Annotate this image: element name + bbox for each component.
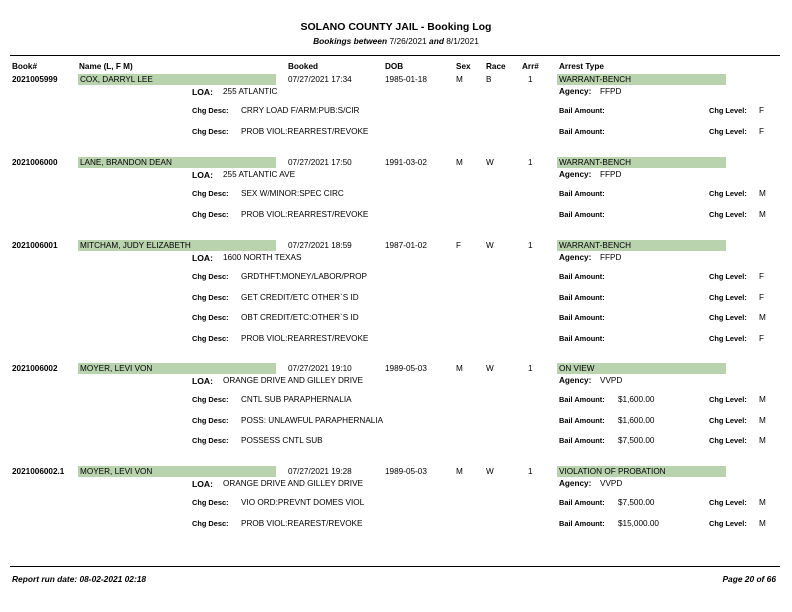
sex: F (456, 241, 462, 250)
bail-amount-label: Bail Amount: (559, 272, 605, 281)
chg-desc-value: CNTL SUB PARAPHERNALIA (241, 395, 352, 404)
loa-value: 255 ATLANTIC (223, 87, 278, 96)
agency-value: FFPD (600, 87, 622, 96)
chg-desc-value: GRDTHFT:MONEY/LABOR/PROP (241, 272, 368, 281)
agency-value: FFPD (600, 170, 622, 179)
chg-level-value: M (759, 395, 766, 404)
chg-level-value: M (759, 415, 766, 425)
arrest-number: 1 (528, 158, 533, 167)
bail-amount-label: Bail Amount: (559, 498, 605, 507)
chg-desc-value: VIO ORD:PREVNT DOMES VIOL (241, 498, 365, 507)
header-divider (10, 55, 780, 56)
sex: M (456, 75, 463, 84)
chg-desc-label: Chg Desc: (192, 292, 229, 302)
agency-label: Agency: (559, 170, 592, 179)
bail-amount-value: $7,500.00 (618, 436, 655, 445)
race: W (486, 158, 494, 167)
loa-label: LOA: (192, 376, 214, 386)
chg-desc-label: Chg Desc: (192, 209, 229, 219)
loa-value: 1600 NORTH TEXAS (223, 253, 302, 262)
column-header-sex: Sex (456, 62, 471, 71)
chg-level-value: F (759, 126, 765, 136)
bail-amount-label: Bail Amount: (559, 106, 605, 115)
chg-level-value: M (759, 313, 766, 322)
footer-divider (10, 566, 780, 567)
bail-amount-label: Bail Amount: (559, 395, 605, 404)
chg-level-value: M (759, 436, 766, 445)
chg-level-label: Chg Level: (709, 106, 747, 115)
inmate-name: COX, DARRYL LEE (80, 75, 153, 84)
loa-label: LOA: (192, 253, 214, 263)
column-header-arr: Arr# (522, 62, 539, 71)
agency-label: Agency: (559, 376, 592, 385)
bail-amount-label: Bail Amount: (559, 436, 605, 445)
agency-label: Agency: (559, 479, 592, 488)
chg-level-value: F (759, 106, 765, 115)
chg-desc-label: Chg Desc: (192, 436, 229, 445)
book-number: 2021006002.1 (12, 467, 65, 476)
bail-amount-value: $1,600.00 (618, 415, 655, 425)
column-header-book: Book# (12, 62, 38, 71)
date-of-birth: 1987-01-02 (385, 241, 427, 250)
chg-desc-label: Chg Desc: (192, 415, 229, 425)
column-header-race: Race (486, 62, 506, 71)
chg-desc-label: Chg Desc: (192, 313, 229, 322)
booked-datetime: 07/27/2021 19:10 (288, 364, 352, 373)
start-date: 7/26/2021 (389, 36, 427, 46)
chg-desc-value: POSSESS CNTL SUB (241, 436, 323, 445)
chg-desc-label: Chg Desc: (192, 518, 229, 528)
chg-desc-label: Chg Desc: (192, 333, 229, 343)
chg-desc-value: POSS: UNLAWFUL PARAPHERNALIA (241, 415, 384, 425)
bail-amount-label: Bail Amount: (559, 292, 605, 302)
bail-amount-label: Bail Amount: (559, 415, 605, 425)
bail-amount-label: Bail Amount: (559, 189, 605, 198)
chg-desc-label: Chg Desc: (192, 498, 229, 507)
race: W (486, 364, 494, 373)
chg-level-label: Chg Level: (709, 272, 747, 281)
chg-desc-label: Chg Desc: (192, 126, 229, 136)
arrest-type: VIOLATION OF PROBATION (559, 467, 666, 476)
bail-amount-label: Bail Amount: (559, 126, 605, 136)
arrest-number: 1 (528, 75, 533, 84)
column-header-dob: DOB (385, 62, 404, 71)
bail-amount-label: Bail Amount: (559, 209, 605, 219)
inmate-name: MOYER, LEVI VON (80, 467, 153, 476)
race: W (486, 467, 494, 476)
book-number: 2021006002 (12, 364, 58, 373)
bail-amount-value: $7,500.00 (618, 498, 655, 507)
book-number: 2021006000 (12, 158, 58, 167)
arrest-type: WARRANT-BENCH (559, 241, 632, 250)
sex: M (456, 364, 463, 373)
agency-label: Agency: (559, 253, 592, 262)
chg-level-label: Chg Level: (709, 415, 747, 425)
booked-datetime: 07/27/2021 17:34 (288, 75, 352, 84)
chg-level-value: M (759, 209, 766, 219)
bail-amount-value: $15,000.00 (618, 518, 659, 528)
chg-desc-label: Chg Desc: (192, 189, 229, 198)
booking-record (0, 73, 792, 153)
agency-value: VVPD (600, 479, 623, 488)
loa-value: 255 ATLANTIC AVE (223, 170, 296, 179)
booked-datetime: 07/27/2021 19:28 (288, 467, 352, 476)
chg-level-label: Chg Level: (709, 518, 747, 528)
race: W (486, 241, 494, 250)
bookings-between-label: Bookings between (313, 36, 388, 46)
chg-desc-value: PROB VIOL:REARREST/REVOKE (241, 209, 369, 219)
loa-value: ORANGE DRIVE AND GILLEY DRIVE (223, 376, 363, 385)
inmate-name: MITCHAM, JUDY ELIZABETH (80, 241, 191, 250)
arrest-type: WARRANT-BENCH (559, 158, 632, 167)
chg-level-label: Chg Level: (709, 333, 747, 343)
loa-label: LOA: (192, 170, 214, 180)
chg-level-value: F (759, 272, 765, 281)
date-of-birth: 1991-03-02 (385, 158, 427, 167)
chg-level-value: M (759, 189, 766, 198)
chg-desc-value: OBT CREDIT/ETC:OTHER`S ID (241, 313, 359, 322)
loa-value: ORANGE DRIVE AND GILLEY DRIVE (223, 479, 363, 488)
column-header-arrest-type: Arrest Type (559, 62, 604, 71)
chg-desc-value: PROB VIOL:REARREST/REVOKE (241, 126, 369, 136)
arrest-type: ON VIEW (559, 364, 595, 373)
bail-amount-label: Bail Amount: (559, 518, 605, 528)
bail-amount-label: Bail Amount: (559, 333, 605, 343)
chg-level-label: Chg Level: (709, 498, 747, 507)
book-number: 2021006001 (12, 241, 58, 250)
agency-label: Agency: (559, 87, 592, 96)
chg-level-label: Chg Level: (709, 292, 747, 302)
bail-amount-label: Bail Amount: (559, 313, 605, 322)
column-header-name: Name (L, F M) (79, 62, 133, 71)
booking-record (0, 362, 792, 445)
booked-datetime: 07/27/2021 17:50 (288, 158, 352, 167)
page-number: Page 20 of 66 (722, 574, 776, 584)
agency-value: VVPD (600, 376, 623, 385)
chg-level-value: F (759, 292, 765, 302)
chg-level-label: Chg Level: (709, 436, 747, 445)
date-of-birth: 1989-05-03 (385, 467, 427, 476)
chg-desc-label: Chg Desc: (192, 272, 229, 281)
report-title: SOLANO COUNTY JAIL - Booking Log (300, 21, 492, 33)
sex: M (456, 158, 463, 167)
chg-desc-label: Chg Desc: (192, 106, 229, 115)
chg-level-label: Chg Level: (709, 189, 747, 198)
inmate-name: MOYER, LEVI VON (80, 364, 153, 373)
chg-desc-value: PROB VIOL:REAREST/REVOKE (241, 518, 363, 528)
chg-desc-value: PROB VIOL:REARREST/REVOKE (241, 333, 369, 343)
bail-amount-value: $1,600.00 (618, 395, 655, 404)
chg-level-label: Chg Level: (709, 126, 747, 136)
end-date: 8/1/2021 (446, 36, 479, 46)
arrest-number: 1 (528, 241, 533, 250)
chg-desc-value: CRRY LOAD F/ARM:PUB:S/CIR (241, 106, 360, 115)
chg-desc-label: Chg Desc: (192, 395, 229, 404)
arrest-number: 1 (528, 364, 533, 373)
report-date-range (0, 36, 792, 46)
arrest-number: 1 (528, 467, 533, 476)
booking-record (0, 156, 792, 236)
date-of-birth: 1985-01-18 (385, 75, 427, 84)
book-number: 2021005999 (12, 75, 58, 84)
agency-value: FFPD (600, 253, 622, 262)
chg-desc-value: GET CREDIT/ETC OTHER`S ID (241, 292, 359, 302)
chg-desc-value: SEX W/MINOR:SPEC CIRC (241, 189, 344, 198)
inmate-name: LANE, BRANDON DEAN (80, 158, 172, 167)
booking-record (0, 239, 792, 343)
sex: M (456, 467, 463, 476)
chg-level-label: Chg Level: (709, 313, 747, 322)
loa-label: LOA: (192, 87, 214, 97)
loa-label: LOA: (192, 479, 214, 489)
booked-datetime: 07/27/2021 18:59 (288, 241, 352, 250)
column-header-booked: Booked (288, 62, 319, 71)
and-label: and (429, 36, 444, 46)
report-run-date: Report run date: 08-02-2021 02:18 (12, 574, 147, 584)
chg-level-value: M (759, 518, 766, 528)
arrest-type: WARRANT-BENCH (559, 75, 632, 84)
booking-record (0, 465, 792, 545)
chg-level-value: F (759, 333, 765, 343)
date-of-birth: 1989-05-03 (385, 364, 427, 373)
race: B (486, 75, 492, 84)
chg-level-label: Chg Level: (709, 395, 747, 404)
chg-level-value: M (759, 498, 766, 507)
chg-level-label: Chg Level: (709, 209, 747, 219)
